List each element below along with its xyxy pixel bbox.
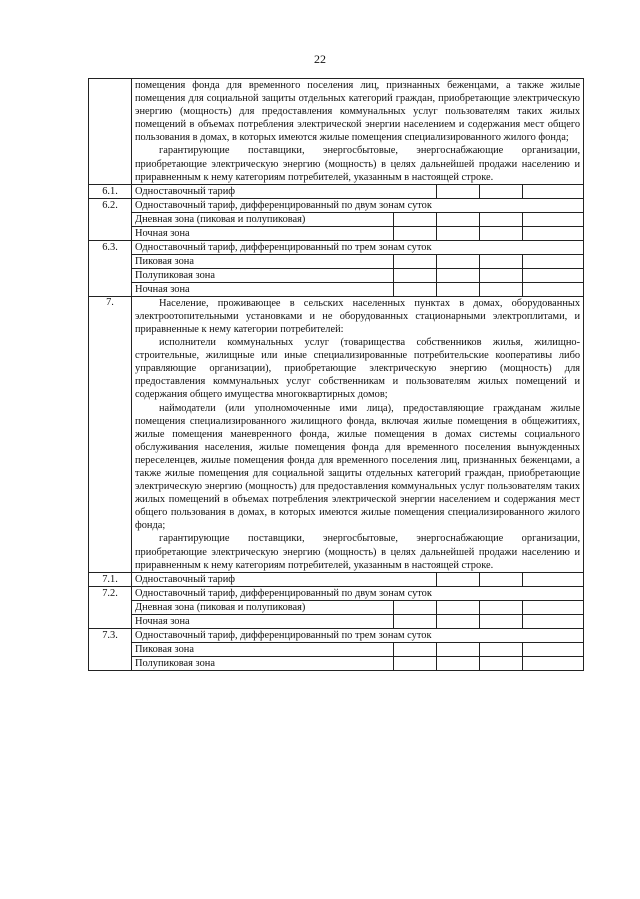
zone-label: Пиковая зона bbox=[132, 642, 394, 656]
value-cell bbox=[394, 212, 437, 226]
table-row bbox=[89, 198, 584, 212]
table-row bbox=[89, 240, 584, 254]
value-cell bbox=[437, 226, 480, 240]
value-cell bbox=[394, 656, 437, 670]
value-cell bbox=[480, 282, 523, 296]
value-cell bbox=[523, 282, 584, 296]
value-cell bbox=[523, 212, 584, 226]
value-cell bbox=[480, 600, 523, 614]
zone-label: Дневная зона (пиковая и полупиковая) bbox=[132, 600, 394, 614]
value-cell bbox=[480, 572, 523, 586]
description-paragraph: Население, проживающее в сельских населенных пунктах в домах, оборудованных электроотопительными установками и не оборудованных стационарными электроплитами, и приравненные к нему категории потребителей: bbox=[135, 297, 581, 335]
value-cell bbox=[480, 656, 523, 670]
description-paragraph: помещения фонда для временного поселения лиц, признанных беженцами, а также жилые помещения для социальной защиты отдельных категорий граждан, приобретающие электрическую энергию (мощность) для предоставления коммунальных услуг пользователям таких жилых помещений в объемах потребления электрической энергии населением и содержания мест общего пользования в домах, в которых имеются жилые помещения специализированного жилого фонда; bbox=[135, 80, 581, 144]
value-cell bbox=[437, 600, 480, 614]
value-cell bbox=[480, 226, 523, 240]
value-cell bbox=[394, 642, 437, 656]
row-number: 6.1. bbox=[89, 184, 132, 198]
value-cell bbox=[480, 642, 523, 656]
value-cell bbox=[394, 600, 437, 614]
value-cell bbox=[394, 282, 437, 296]
value-cell bbox=[394, 254, 437, 268]
value-cell bbox=[523, 184, 584, 198]
table-row bbox=[89, 212, 584, 226]
table-row bbox=[89, 614, 584, 628]
tariff-label: Одноставочный тариф, дифференцированный по трем зонам суток bbox=[132, 628, 584, 642]
zone-label: Полупиковая зона bbox=[132, 656, 394, 670]
value-cell bbox=[523, 600, 584, 614]
value-cell bbox=[437, 282, 480, 296]
value-cell bbox=[437, 572, 480, 586]
row-number: 6.3. bbox=[89, 240, 132, 296]
row-number: 7.3. bbox=[89, 628, 132, 670]
value-cell bbox=[394, 268, 437, 282]
value-cell bbox=[437, 642, 480, 656]
value-cell bbox=[523, 642, 584, 656]
table-row bbox=[89, 656, 584, 670]
tariff-label: Одноставочный тариф, дифференцированный по двум зонам суток bbox=[132, 198, 584, 212]
value-cell bbox=[394, 226, 437, 240]
value-cell bbox=[437, 254, 480, 268]
table-row bbox=[89, 572, 584, 586]
value-cell bbox=[480, 212, 523, 226]
zone-label: Ночная зона bbox=[132, 614, 394, 628]
value-cell bbox=[480, 614, 523, 628]
table-row bbox=[89, 642, 584, 656]
value-cell bbox=[437, 268, 480, 282]
table-row bbox=[89, 184, 584, 198]
table-row bbox=[89, 600, 584, 614]
description-paragraph: исполнители коммунальных услуг (товарищества собственников жилья, жилищно-строительные, жилищные или иные специализированные потребительские кооперативы либо управляющие организации), приобретающие электрическую энергию (мощность) для предоставления коммунальных услуг собственникам и пользователям жилых помещений и содержания общего имущества многоквартирных домов; bbox=[135, 337, 581, 401]
table-row bbox=[89, 586, 584, 600]
value-cell bbox=[480, 268, 523, 282]
zone-label: Дневная зона (пиковая и полупиковая) bbox=[132, 212, 394, 226]
table-row bbox=[89, 296, 584, 572]
page-number: 22 bbox=[314, 52, 326, 66]
table-row bbox=[89, 79, 584, 185]
description-paragraph: гарантирующие поставщики, энергосбытовые, энергоснабжающие организации, приобретающие электрическую энергию (мощность) в целях дальнейшей продажи населению и приравненным к нему категориям потребителей, указанным в настоящей строке. bbox=[135, 533, 581, 571]
value-cell bbox=[480, 184, 523, 198]
category-description bbox=[132, 296, 584, 572]
tariff-label: Одноставочный тариф, дифференцированный по трем зонам суток bbox=[132, 240, 584, 254]
tariff-table bbox=[88, 78, 584, 671]
tariff-label: Одноставочный тариф bbox=[132, 572, 437, 586]
value-cell bbox=[523, 572, 584, 586]
value-cell bbox=[523, 656, 584, 670]
zone-label: Пиковая зона bbox=[132, 254, 394, 268]
value-cell bbox=[523, 614, 584, 628]
zone-label: Ночная зона bbox=[132, 226, 394, 240]
category-description bbox=[132, 79, 584, 185]
row-number: 7.1. bbox=[89, 572, 132, 586]
tariff-label: Одноставочный тариф, дифференцированный по двум зонам суток bbox=[132, 586, 584, 600]
table-row bbox=[89, 282, 584, 296]
value-cell bbox=[480, 254, 523, 268]
value-cell bbox=[394, 614, 437, 628]
description-paragraph: наймодатели (или уполномоченные ими лица), предоставляющие гражданам жилые помещения специализированного жилищного фонда, включая жилые помещения в общежитиях, жилые помещения маневренного фонда, жилые помещения в домах системы социального обслуживания населения, жилые помещения фонда для временного поселения вынужденных переселенцев, жилые помещения фонда для временного поселения лиц, признанных беженцами, а также жилые помещения для социальной защиты отдельных категорий граждан, приобретающие электрическую энергию (мощность) для предоставления коммунальных услуг пользователям таких жилых помещений в объемах потребления электрической энергии населением и содержания мест общего пользования в домах, в которых имеются жилые помещения специализированного жилого фонда; bbox=[135, 402, 581, 532]
value-cell bbox=[523, 268, 584, 282]
value-cell bbox=[523, 254, 584, 268]
row-number-empty bbox=[89, 79, 132, 185]
zone-label: Ночная зона bbox=[132, 282, 394, 296]
value-cell bbox=[437, 656, 480, 670]
table-row bbox=[89, 226, 584, 240]
table-row bbox=[89, 268, 584, 282]
row-number: 7.2. bbox=[89, 586, 132, 628]
zone-label: Полупиковая зона bbox=[132, 268, 394, 282]
table-row bbox=[89, 254, 584, 268]
row-number: 6.2. bbox=[89, 198, 132, 240]
value-cell bbox=[437, 184, 480, 198]
row-number: 7. bbox=[89, 296, 132, 572]
tariff-label: Одноставочный тариф bbox=[132, 184, 437, 198]
description-paragraph: гарантирующие поставщики, энергосбытовые, энергоснабжающие организации, приобретающие электрическую энергию (мощность) в целях дальнейшей продажи населению и приравненным к нему категориям потребителей, указанным в настоящей строке. bbox=[135, 145, 581, 183]
value-cell bbox=[523, 226, 584, 240]
value-cell bbox=[437, 614, 480, 628]
table-row bbox=[89, 628, 584, 642]
value-cell bbox=[437, 212, 480, 226]
